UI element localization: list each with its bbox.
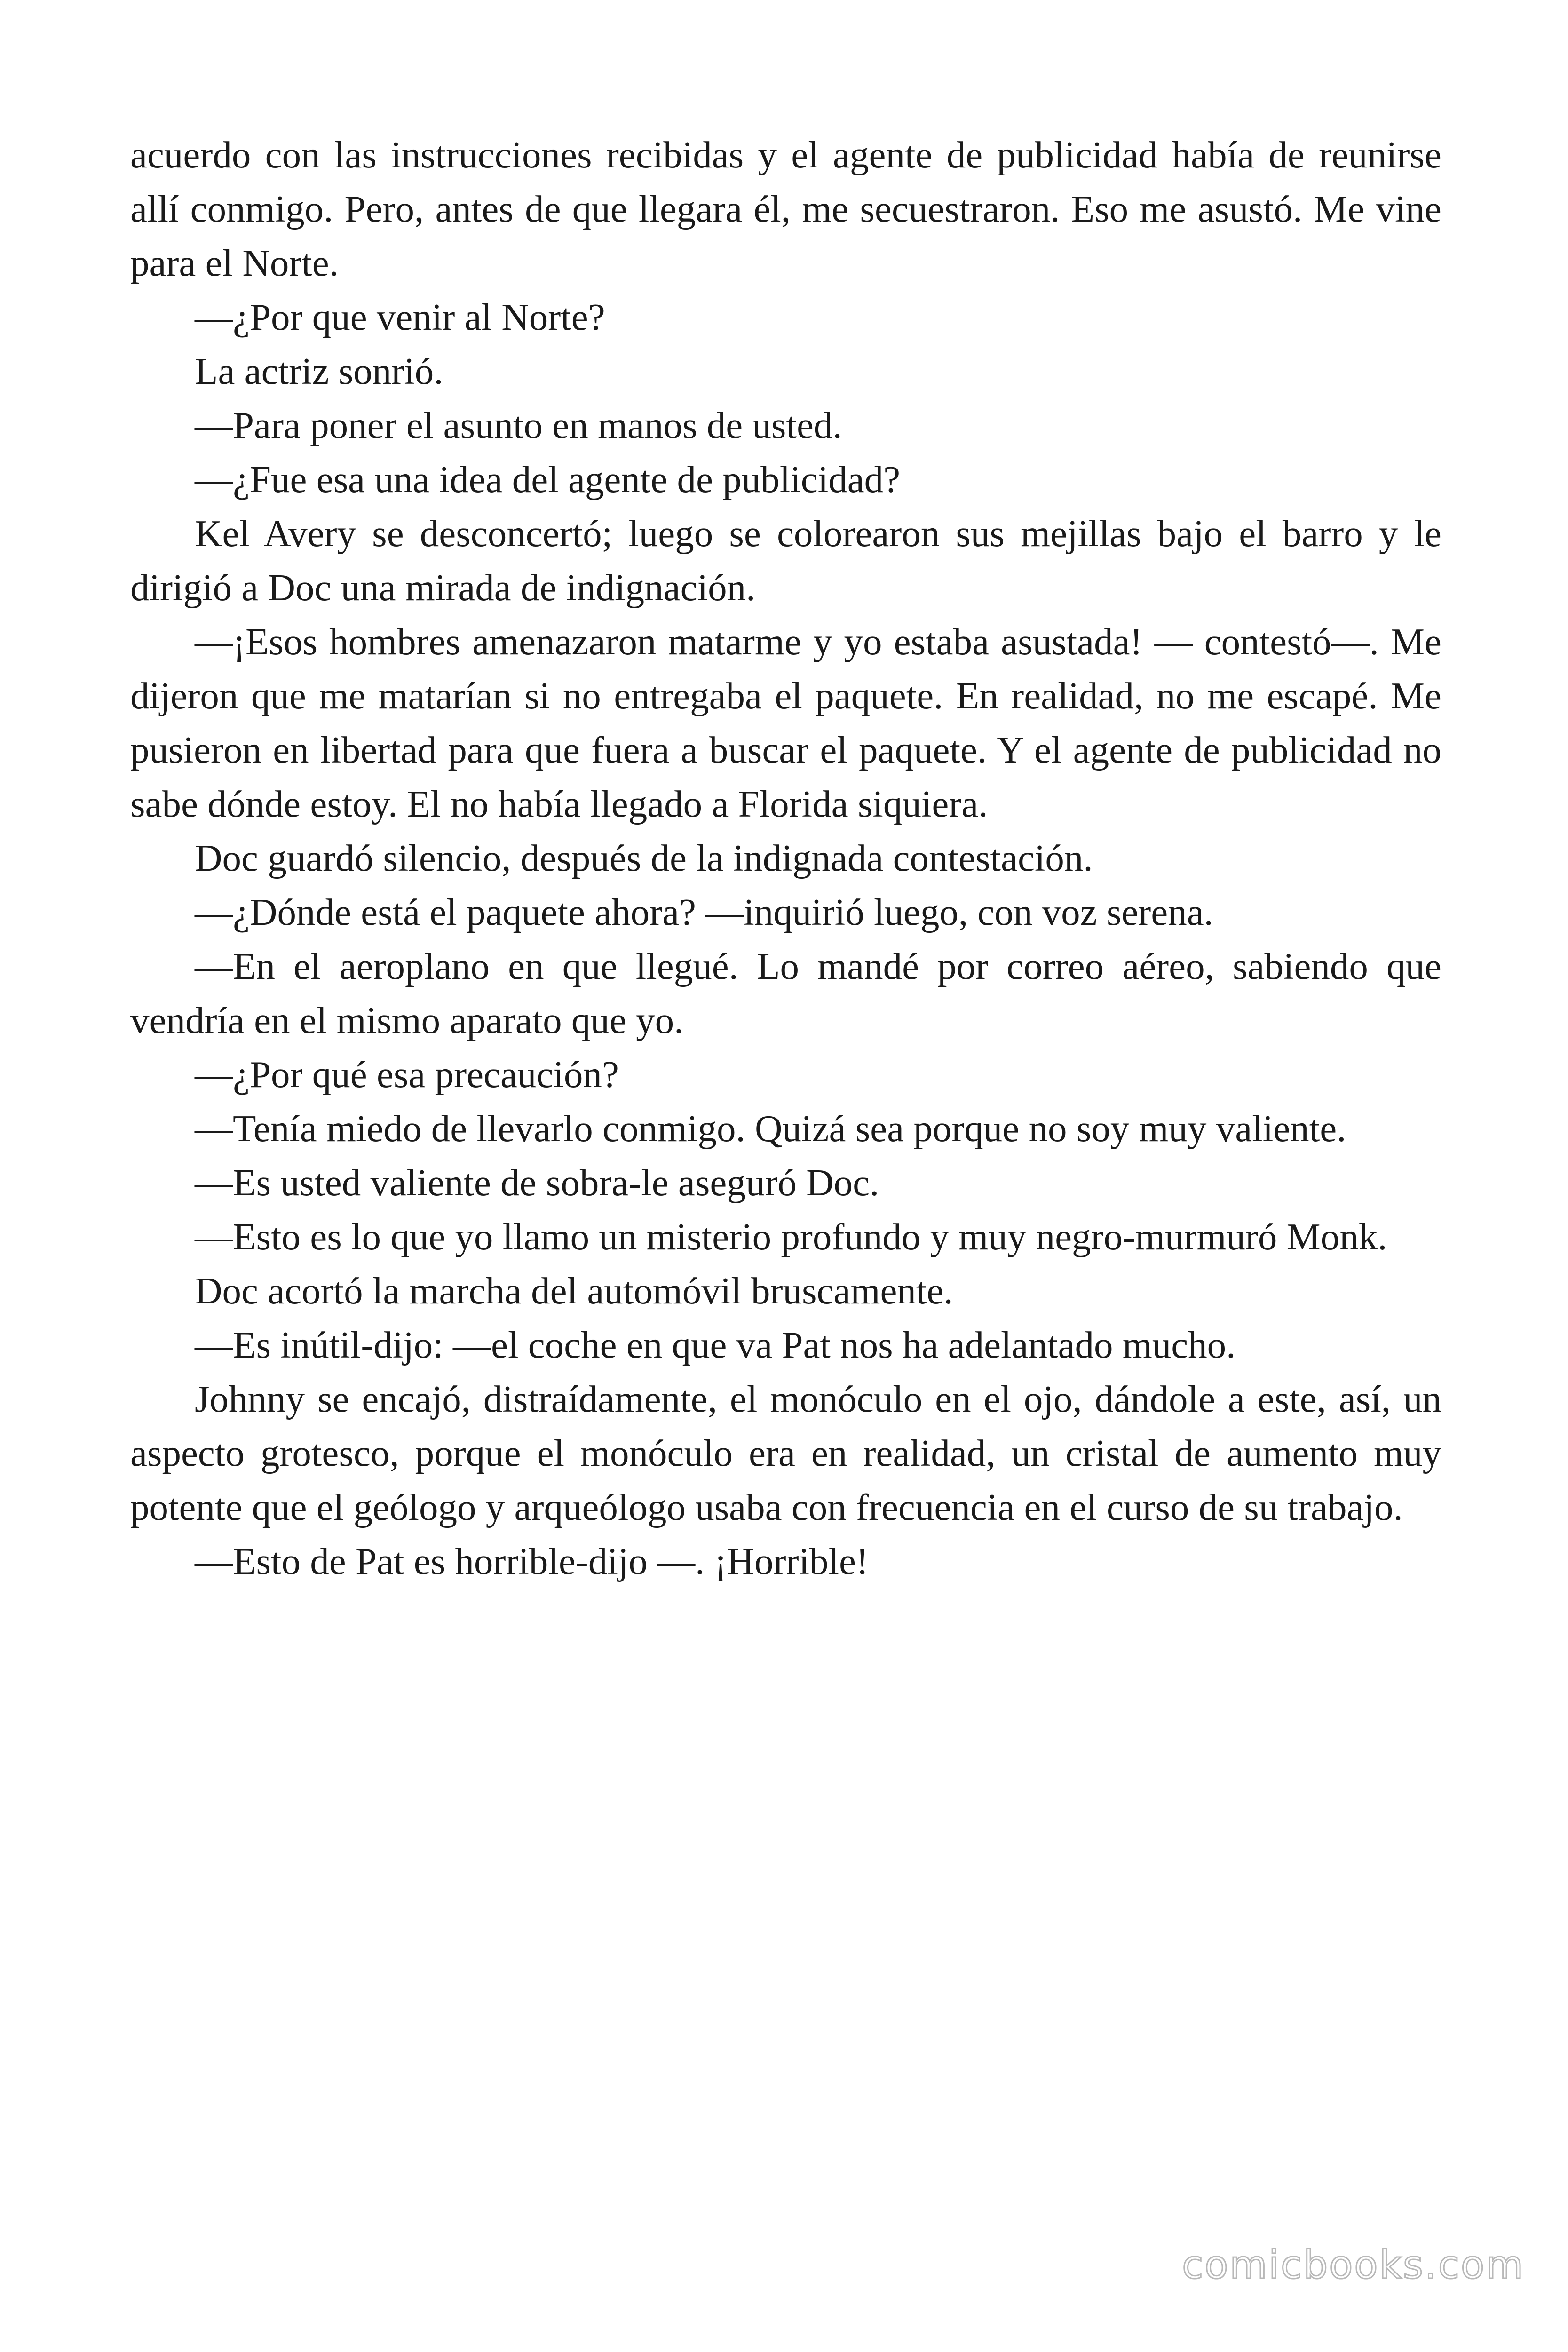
- paragraph: —Es inútil-dijo: —el coche en que va Pat nos ha adelantado mucho.: [195, 1324, 1236, 1366]
- paragraph: Johnny se encajó, distraídamente, el monóculo en el ojo, dándole a este, así, un aspecto grotesco, porque el monóculo era en realidad, un cristal de aumento muy potente que el geólogo y arqueólogo usaba con frecuencia en el curso de su trabajo.: [130, 1378, 1441, 1528]
- paragraph-continued: acuerdo con las instrucciones recibidas y el agente de publicidad había de reunirse allí conmigo. Pero, antes de que llegara él, me secuestraron. Eso me asustó. Me vine para el Norte.: [130, 134, 1441, 284]
- paragraph: Doc acortó la marcha del automóvil bruscamente.: [195, 1270, 953, 1312]
- paragraph: —Esto de Pat es horrible-dijo —. ¡Horrible!: [195, 1540, 869, 1582]
- paragraph: —Tenía miedo de llevarlo conmigo. Quizá sea porque no soy muy valiente.: [195, 1107, 1346, 1150]
- paragraph: —Es usted valiente de sobra-le aseguró Doc.: [195, 1161, 879, 1204]
- paragraph: —¿Dónde está el paquete ahora? —inquirió luego, con voz serena.: [195, 891, 1213, 933]
- paragraph: —Esto es lo que yo llamo un misterio profundo y muy negro-murmuró Monk.: [195, 1216, 1387, 1258]
- paragraph: Doc guardó silencio, después de la indignada contestación.: [195, 837, 1093, 879]
- watermark: comicbooks.com: [1182, 2243, 1525, 2288]
- paragraph: —Para poner el asunto en manos de usted.: [195, 404, 842, 446]
- paragraph: Kel Avery se desconcertó; luego se colorearon sus mejillas bajo el barro y le dirigió a Doc una mirada de indignación.: [130, 512, 1441, 609]
- paragraph: La actriz sonrió.: [195, 350, 443, 392]
- paragraph: —¿Por qué esa precaución?: [195, 1053, 619, 1096]
- paragraph: —En el aeroplano en que llegué. Lo mandé por correo aéreo, sabiendo que vendría en el mismo aparato que yo.: [130, 945, 1441, 1041]
- paragraph: —¡Esos hombres amenazaron matarme y yo estaba asustada! — contestó—. Me dijeron que me matarían si no entregaba el paquete. En realidad, no me escapé. Me pusieron en libertad para que fuera a buscar el paquete. Y el agente de publicidad no sabe dónde estoy. El no había llegado a Florida siquiera.: [130, 620, 1441, 825]
- paragraph: —¿Por que venir al Norte?: [195, 296, 605, 338]
- paragraph: —¿Fue esa una idea del agente de publicidad?: [195, 458, 901, 501]
- book-page: [130, 128, 1441, 1589]
